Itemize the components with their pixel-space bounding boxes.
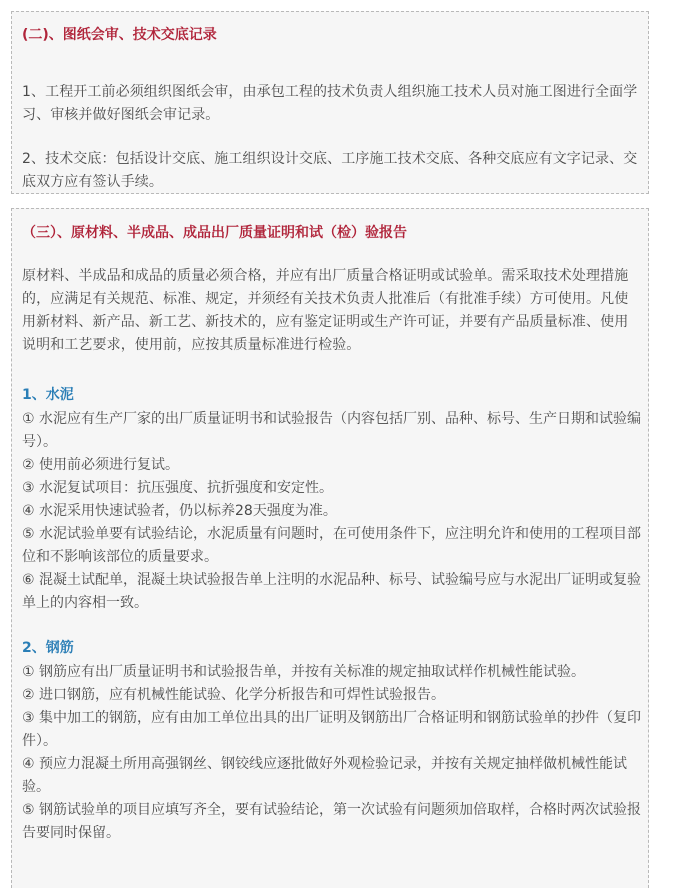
subsection-cement xyxy=(22,384,642,615)
list-item: ① 钢筋应有出厂质量证明书和试验报告单，并按有关标准的规定抽取试样作机械性能试验。 xyxy=(22,664,585,680)
list-item: ④ 预应力混凝土所用高强钢丝、钢铰线应逐批做好外观检验记录，并按有关规定抽样做机械性能试验。 xyxy=(22,756,627,795)
list-item: ⑤ 水泥试验单要有试验结论，水泥质量有问题时，在可使用条件下，应注明允许和使用的工程项目部位和不影响该部位的质量要求。 xyxy=(22,526,641,565)
paragraph-drawing-review: 1、工程开工前必须组织图纸会审，由承包工程的技术负责人组织施工技术人员对施工图进行全面学习、审核并做好图纸会审记录。 xyxy=(22,84,638,123)
list-item: ① 水泥应有生产厂家的出厂质量证明书和试验报告（内容包括厂别、品种、标号、生产日期和试验编号）。 xyxy=(22,411,641,450)
paragraph-technical-disclosure: 2、技术交底：包括设计交底、施工组织设计交底、工序施工技术交底、各种交底应有文字记录、交底双方应有签认手续。 xyxy=(22,151,638,190)
subsection-rebar xyxy=(22,637,642,845)
list-item: ③ 集中加工的钢筋，应有由加工单位出具的出厂证明及钢筋出厂合格证明和钢筋试验单的抄件（复印件）。 xyxy=(22,710,641,749)
section-heading-drawing-review: (二)、图纸会审、技术交底记录 xyxy=(22,27,217,43)
list-item: ⑤ 钢筋试验单的项目应填写齐全，要有试验结论，第一次试验有问题须加倍取样，合格时两次试验报告要同时保留。 xyxy=(22,802,641,841)
section-box-drawing-review xyxy=(11,11,649,194)
list-item: ④ 水泥采用快速试验者，仍以标养28天强度为准。 xyxy=(22,503,337,519)
list-item: ② 进口钢筋，应有机械性能试验、化学分析报告和可焊性试验报告。 xyxy=(22,687,445,703)
list-item: ② 使用前必须进行复试。 xyxy=(22,457,180,473)
list-item: ③ 水泥复试项目：抗压强度、抗折强度和安定性。 xyxy=(22,480,333,496)
paragraph-material-intro: 原材料、半成品和成品的质量必须合格，并应有出厂质量合格证明或试验单。需采取技术处理措施的，应满足有关规范、标准、规定，并须经有关技术负责人批准后（有批准手续）方可使用。凡使用新材料、新产品、新工艺、新技术的，应有鉴定证明或生产许可证，并要有产品质量标准、使用说明和工艺要求，使用前，应按其质量标准进行检验。 xyxy=(22,268,629,353)
section-box-material-certificates xyxy=(11,208,649,888)
subsection-heading-rebar: 2、钢筋 xyxy=(22,640,74,656)
list-item: ⑥ 混凝土试配单，混凝土块试验报告单上注明的水泥品种、标号、试验编号应与水泥出厂证明或复验单上的内容相一致。 xyxy=(22,572,641,611)
section-heading-material-certificates: （三）、原材料、半成品、成品出厂质量证明和试（检）验报告 xyxy=(22,225,407,241)
subsection-heading-cement: 1、水泥 xyxy=(22,387,74,403)
